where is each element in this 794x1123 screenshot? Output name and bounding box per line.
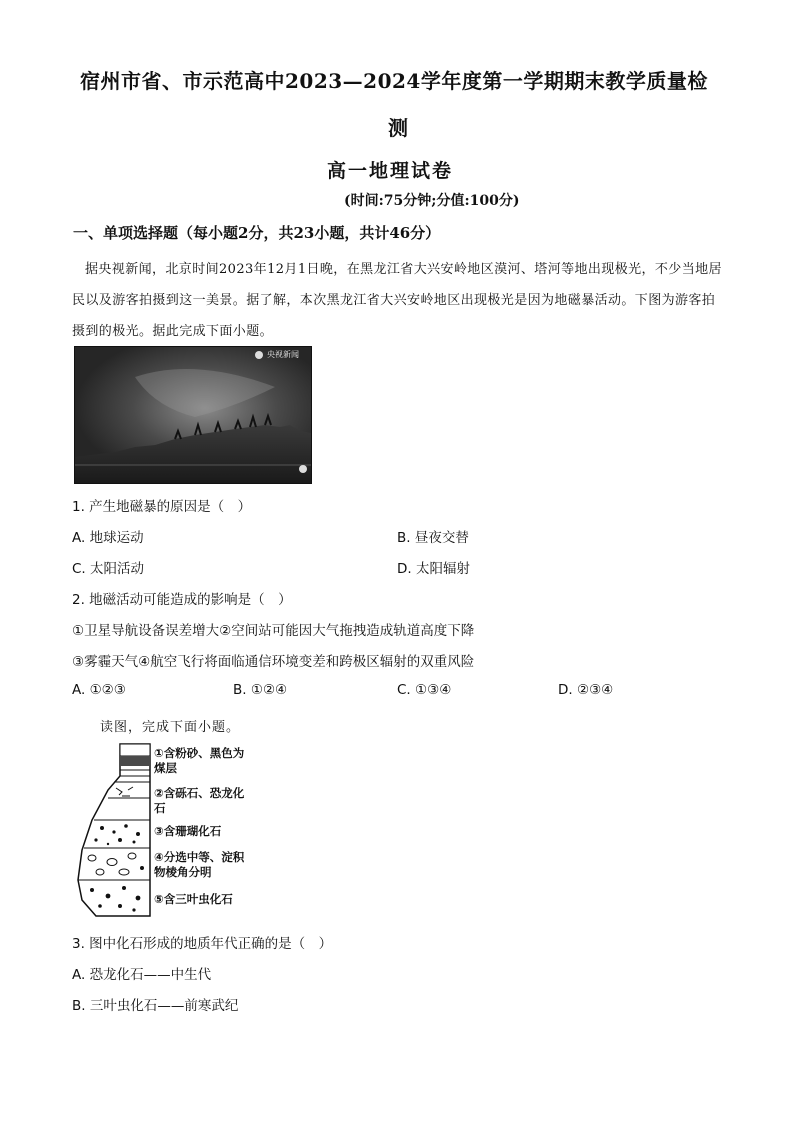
q2-option-c[interactable]: C. ①③④ — [397, 682, 452, 698]
q2-option-a[interactable]: A. ①②③ — [72, 682, 126, 698]
q1-option-a[interactable]: A. 地球运动 — [72, 530, 144, 546]
q2-option-d[interactable]: D. ②③④ — [558, 682, 614, 698]
strata-label-5: ⑤含三叶虫化石 — [154, 892, 233, 906]
q1-option-b[interactable]: B. 昼夜交替 — [397, 530, 469, 546]
section-heading: 一、单项选择题（每小题2分，共23小题，共计46分） — [73, 224, 441, 242]
exam-info: (时间:75分钟;分值:100分) — [344, 193, 520, 209]
exam-subtitle: 高一地理试卷 — [327, 160, 454, 182]
strata-label-3: ③含珊瑚化石 — [154, 824, 222, 838]
question-2-stem: 2. 地磁活动可能造成的影响是（ ） — [72, 592, 292, 608]
strata-label-1: ①含粉砂、黑色为煤层 — [154, 746, 245, 775]
aurora-photo — [74, 346, 312, 484]
q3-option-b[interactable]: B. 三叶虫化石——前寒武纪 — [72, 998, 239, 1014]
q2-statements-3-4: ③雾霾天气④航空飞行将面临通信环境变差和跨极区辐射的双重风险 — [72, 654, 475, 670]
q3-option-a[interactable]: A. 恐龙化石——中生代 — [72, 967, 212, 983]
q1-option-c[interactable]: C. 太阳活动 — [72, 561, 145, 577]
q1-option-d[interactable]: D. 太阳辐射 — [397, 561, 470, 577]
figure-intro: 读图，完成下面小题。 — [100, 720, 241, 735]
strata-column — [72, 740, 152, 920]
exam-title-line1: 宿州市省、市示范高中2023—2024学年度第一学期期末教学质量检 — [80, 69, 708, 93]
question-3-stem: 3. 图中化石形成的地质年代正确的是（ ） — [72, 936, 333, 952]
intro-paragraph: 据央视新闻，北京时间2023年12月1日晚，在黑龙江省大兴安岭地区漠河、塔河等地出现极光，不少当地居民以及游客拍摄到这一美景。据了解，本次黑龙江省大兴安岭地区出现极光是因为地磁暴活动。下图为游客拍摄到的极光。据此完成下面小题。 — [72, 262, 722, 339]
photo-watermark: 央视新闻 — [267, 350, 299, 359]
exam-title-line2: 测 — [388, 116, 408, 140]
question-1-stem: 1. 产生地磁暴的原因是（ ） — [72, 499, 252, 515]
q2-statements-1-2: ①卫星导航设备误差增大②空间站可能因大气拖拽造成轨道高度下降 — [72, 623, 475, 639]
aurora-photo-graphic — [75, 347, 311, 483]
strata-label-4: ④分选中等、淀积物棱角分明 — [154, 850, 245, 879]
strata-diagram — [72, 740, 252, 920]
q2-option-b[interactable]: B. ①②④ — [233, 682, 288, 698]
strata-label-2: ②含砾石、恐龙化石 — [154, 786, 245, 815]
